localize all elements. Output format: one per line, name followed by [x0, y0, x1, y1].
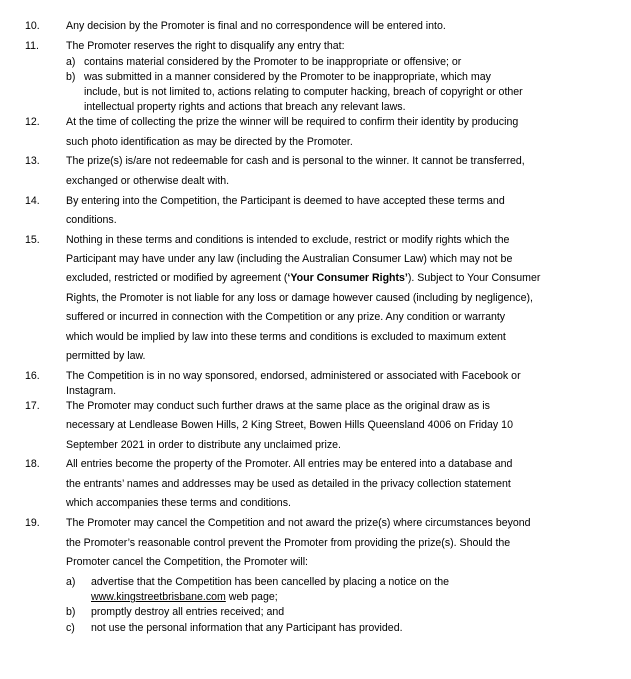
clause-number: 15. [25, 234, 40, 246]
clause-text-line: conditions. [66, 214, 117, 226]
clause-text-line: Instagram. [66, 385, 117, 397]
sub-item-text-line [91, 591, 278, 603]
clause-text-line: such photo identification as may be directed by the Promoter. [66, 136, 353, 148]
clause-text-line: All entries become the property of the Promoter. All entries may be entered into a database and [66, 458, 513, 470]
clause-text-line: permitted by law. [66, 350, 146, 362]
clause-number: 16. [25, 370, 40, 382]
clause-text-line: The prize(s) is/are not redeemable for cash and is personal to the winner. It cannot be transferred, [66, 155, 525, 167]
clause-number: 18. [25, 458, 40, 470]
clause-text-line: By entering into the Competition, the Participant is deemed to have accepted these terms and [66, 195, 505, 207]
clause-text-line: Participant may have under any law (including the Australian Consumer Law) which may not be [66, 253, 513, 265]
clause-text-line: The Promoter may conduct such further draws at the same place as the original draw as is [66, 400, 490, 412]
sub-item-text-line: not use the personal information that any Participant has provided. [91, 622, 403, 634]
clause-text-segment: excluded, restricted or modified by agreement ( [66, 272, 288, 284]
sub-item-marker: b) [66, 71, 76, 83]
clause-text-line: exchanged or otherwise dealt with. [66, 175, 230, 187]
clause-text-line: Nothing in these terms and conditions is intended to exclude, restrict or modify rights which the [66, 234, 510, 246]
clause-text-segment: ). Subject to Your Consumer [407, 272, 541, 284]
clause-text-line: September 2021 in order to distribute any unclaimed prize. [66, 439, 342, 451]
clause-text-line: which would be implied by law into these terms and conditions is excluded to maximum extent [66, 331, 506, 343]
clause-text-line: necessary at Lendlease Bowen Hills, 2 King Street, Bowen Hills Queensland 4006 on Friday 10 [66, 419, 513, 431]
kingstreetbrisbane-link[interactable]: www.kingstreetbrisbane.com [91, 591, 226, 603]
sub-item-marker: a) [66, 56, 76, 68]
sub-item-marker: b) [66, 606, 76, 618]
clause-number: 12. [25, 116, 40, 128]
sub-item-marker: c) [66, 622, 75, 634]
clause-text-line: At the time of collecting the prize the winner will be required to confirm their identity by producing [66, 116, 519, 128]
clause-text-line: The Promoter reserves the right to disqualify any entry that: [66, 40, 345, 52]
clause-number: 10. [25, 20, 40, 32]
clause-text-line: The Promoter may cancel the Competition and not award the prize(s) where circumstances beyond [66, 517, 531, 529]
sub-item-marker: a) [66, 576, 76, 588]
sub-item-text-line: contains material considered by the Promoter to be inappropriate or offensive; or [84, 56, 462, 68]
clause-text-line: suffered or incurred in connection with the Competition or any prize. Any condition or warranty [66, 311, 506, 323]
sub-item-text-segment: web page; [225, 591, 278, 603]
clause-number: 14. [25, 195, 40, 207]
sub-item-text-line: advertise that the Competition has been cancelled by placing a notice on the [91, 576, 450, 588]
sub-item-text-line: include, but is not limited to, actions relating to computer hacking, breach of copyright or other [84, 86, 523, 98]
sub-item-text-line: was submitted in a manner considered by the Promoter to be inappropriate, which may [84, 71, 491, 83]
clause-text-line: Rights, the Promoter is not liable for any loss or damage however caused (including by negligence), [66, 292, 533, 304]
clause-number: 19. [25, 517, 40, 529]
clause-number: 13. [25, 155, 40, 167]
sub-item-text-line: promptly destroy all entries received; and [91, 606, 285, 618]
clause-text-line: Any decision by the Promoter is final and no correspondence will be entered into. [66, 20, 446, 32]
clause-text-line: the Promoter’s reasonable control prevent the Promoter from providing the prize(s). Should the [66, 537, 511, 549]
clause-number: 11. [25, 40, 39, 52]
clause-text-line [66, 272, 540, 284]
clause-number: 17. [25, 400, 40, 412]
clause-text-line: which accompanies these terms and conditions. [66, 497, 291, 509]
defined-term: ‘Your Consumer Rights’ [287, 272, 408, 284]
clause-text-line: the entrants’ names and addresses may be used as detailed in the privacy collection statement [66, 478, 511, 490]
clause-text-line: The Competition is in no way sponsored, endorsed, administered or associated with Facebook or [66, 370, 521, 382]
clause-text-line: Promoter cancel the Competition, the Promoter will: [66, 556, 308, 568]
sub-item-text-line: intellectual property rights and actions that breach any relevant laws. [84, 101, 406, 113]
